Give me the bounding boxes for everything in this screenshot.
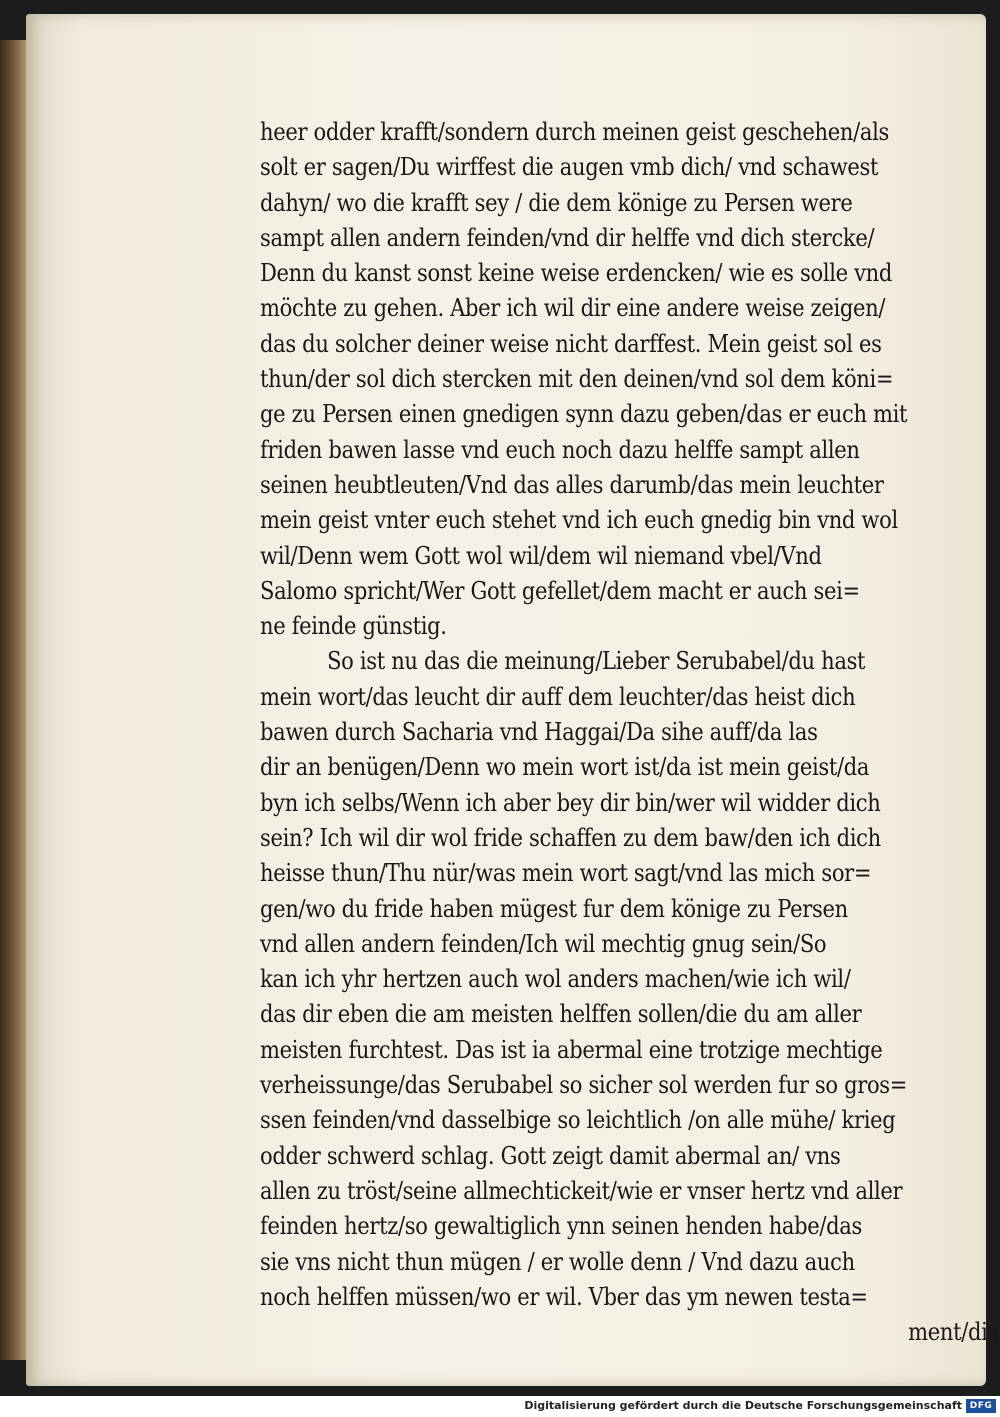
text-line: ge zu Persen einen gnedigen synn dazu geben/das er euch mit [260, 399, 908, 429]
text-line: verheissunge/das Serubabel so sicher sol werden fur so gros= [260, 1070, 908, 1100]
text-line: dir an benügen/Denn wo mein wort ist/da ist mein geist/da [260, 752, 870, 782]
text-line: vnd allen andern feinden/Ich wil mechtig gnug sein/So [260, 928, 827, 958]
footer-credit: Digitalisierung gefördert durch die Deutsche Forschungsgemeinschaft [524, 1399, 962, 1412]
text-line: seinen heubtleuten/Vnd das alles darumb/das mein leuchter [260, 469, 884, 499]
text-line: ssen feinden/vnd dasselbige so leichtlich /on alle mühe/ krieg [260, 1105, 896, 1135]
text-line: sein? Ich wil dir wol fride schaffen zu dem baw/den ich dich [260, 822, 881, 852]
book-page [26, 14, 998, 1386]
text-line: gen/wo du fride haben mügest fur dem könige zu Persen [260, 893, 848, 923]
text-line: heisse thun/Thu nür/was mein wort sagt/vnd las mich sor= [260, 858, 872, 888]
text-line: mein geist vnter euch stehet vnd ich euch gnedig bin vnd wol [260, 505, 898, 535]
text-line: möchte zu gehen. Aber ich wil dir eine andere weise zeigen/ [260, 293, 886, 323]
text-line: Denn du kanst sonst keine weise erdencken/ wie es solle vnd [260, 258, 893, 288]
text-line: Salomo spricht/Wer Gott gefellet/dem macht er auch sei= [260, 575, 860, 605]
text-line: das dir eben die am meisten helffen sollen/die du am aller [260, 999, 862, 1029]
text-line: meisten furchtest. Das ist ia abermal eine trotzige mechtige [260, 1034, 883, 1064]
text-line: heer odder krafft/sondern durch meinen geist geschehen/als [260, 117, 889, 146]
text-line: bawen durch Sacharia vnd Haggai/Da sihe auff/da las [260, 717, 818, 747]
text-line: das du solcher deiner weise nicht darffest. Mein geist sol es [260, 328, 882, 358]
text-line: wil/Denn wem Gott wol wil/dem wil niemand vbel/Vnd [260, 540, 822, 570]
text-line: odder schwerd schlag. Gott zeigt damit abermal an/ vns [260, 1140, 841, 1170]
text-line: feinden hertz/so gewaltiglich ynn seinen henden habe/das [260, 1211, 862, 1241]
text-line: ment/dis [908, 1317, 998, 1347]
text-line: So ist nu das die meinung/Lieber Serubabel/du hast [327, 646, 866, 676]
text-line: dahyn/ wo die krafft sey / die dem könige zu Persen were [260, 187, 853, 217]
text-block [260, 114, 998, 1349]
dfg-logo: DFG [966, 1399, 996, 1413]
text-line: mein wort/das leucht dir auff dem leuchter/das heist dich [260, 681, 856, 711]
text-line: byn ich selbs/Wenn ich aber bey dir bin/wer wil widder dich [260, 787, 881, 817]
text-line: noch helffen müssen/wo er wil. Vber das ym newen testa= [260, 1281, 868, 1311]
text-line: kan ich yhr hertzen auch wol anders machen/wie ich wil/ [260, 964, 851, 994]
footer-bar [0, 1396, 1000, 1417]
text-line: friden bawen lasse vnd euch noch dazu helffe sampt allen [260, 434, 860, 464]
text-line: solt er sagen/Du wirffest die augen vmb dich/ vnd schawest [260, 152, 879, 182]
text-line: ne feinde günstig. [260, 611, 447, 641]
text-line: sampt allen andern feinden/vnd dir helffe vnd dich stercke/ [260, 222, 875, 252]
text-line: sie vns nicht thun mügen / er wolle denn / Vnd dazu auch [260, 1246, 855, 1276]
text-line: allen zu tröst/seine allmechtickeit/wie er vnser hertz vnd aller [260, 1175, 903, 1205]
text-line: thun/der sol dich stercken mit den deinen/vnd sol dem köni= [260, 364, 894, 394]
